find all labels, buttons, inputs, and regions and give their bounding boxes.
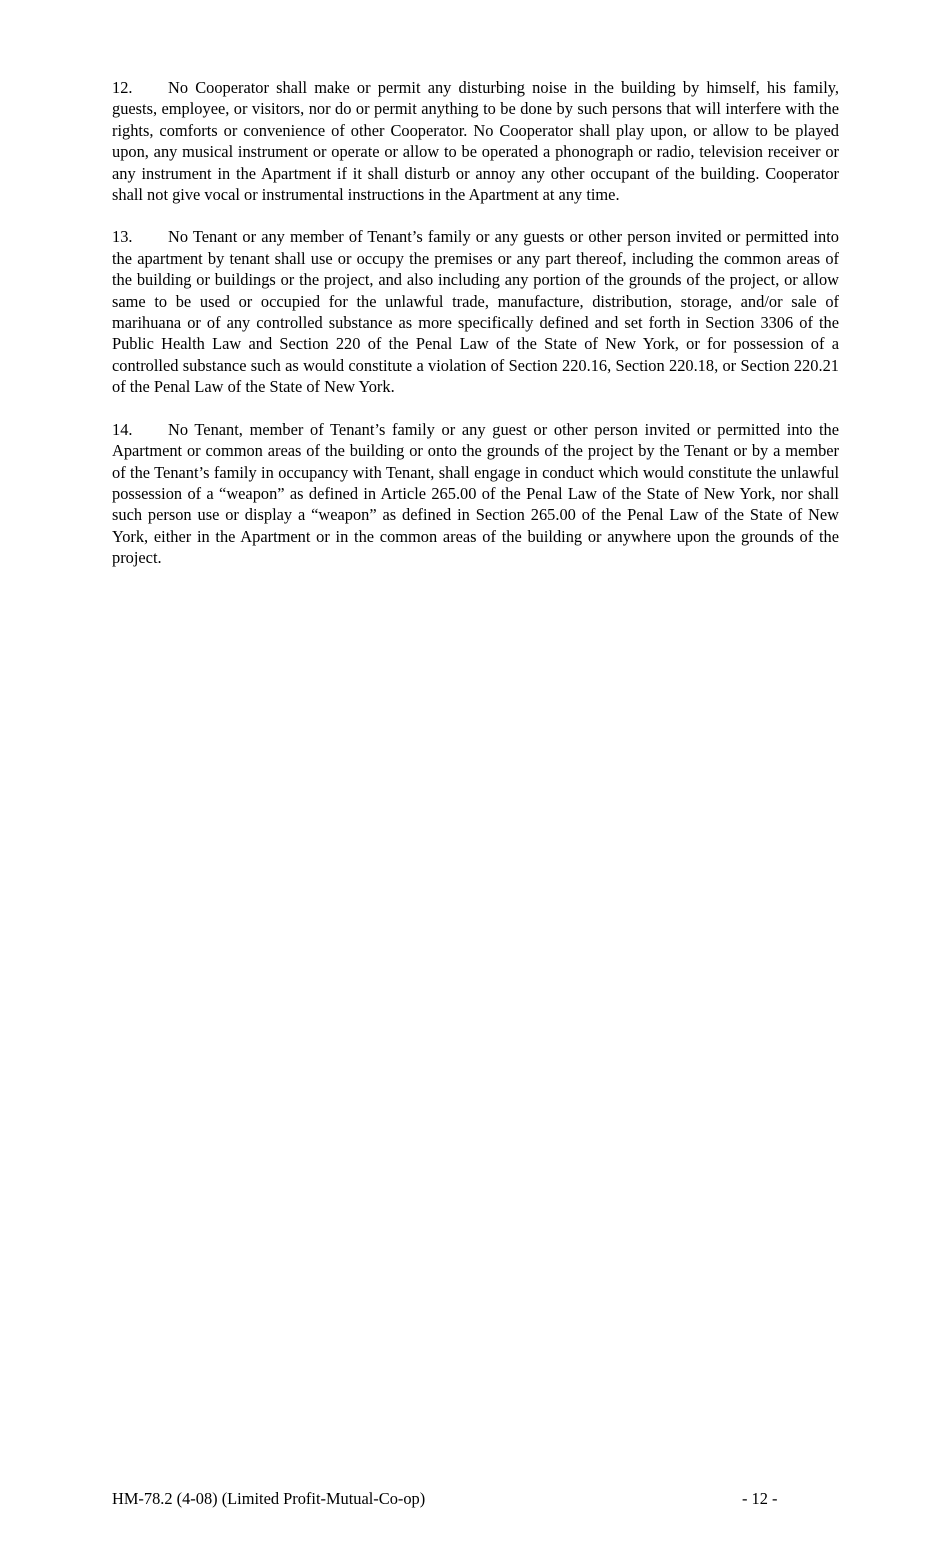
paragraph-12 <box>112 77 839 205</box>
paragraph-text: No Cooperator shall make or permit any disturbing noise in the building by himself, his family, guests, employee, or visitors, nor do or permit anything to be done by such persons that will interfere with the rights, comforts or convenience of other Cooperator. No Cooperator shall play upon, or allow to be played upon, any musical instrument or operate or allow to be operated a phonograph or radio, television receiver or any instrument in the Apartment if it shall disturb or annoy any other occupant of the building. Cooperator shall not give vocal or instrumental instructions in the Apartment at any time. <box>112 78 839 205</box>
paragraph-text: No Tenant or any member of Tenant’s family or any guests or other person invited or permitted into the apartment by tenant shall use or occupy the premises or any part thereof, including the common areas of the building or buildings or the project, and also including any portion of the grounds of the project, or allow same to be used or occupied for the unlawful trade, manufacture, distribution, storage, and/or sale of marihuana or of any controlled substance as more specifically defined and set forth in Section 3306 of the Public Health Law and Section 220 of the Penal Law of the State of New York, or for possession of a controlled substance such as would constitute a violation of Section 220.16, Section 220.18, or Section 220.21 of the Penal Law of the State of New York. <box>112 227 839 397</box>
paragraph-13 <box>112 226 839 397</box>
form-identifier: HM-78.2 (4-08) (Limited Profit-Mutual-Co-op) <box>112 1489 426 1508</box>
paragraph-number: 13. <box>112 227 133 247</box>
paragraph-14 <box>112 419 839 569</box>
document-body <box>112 77 839 590</box>
page-number: - 12 - <box>742 1489 778 1508</box>
paragraph-text: No Tenant, member of Tenant’s family or any guest or other person invited or permitted into the Apartment or common areas of the building or onto the grounds of the project by the Tenant or by a member of the Tenant’s family in occupancy with Tenant, shall engage in conduct which would constitute the unlawful possession of a “weapon” as defined in Article 265.00 of the Penal Law of the State of New York, nor shall such person use or display a “weapon” as defined in Section 265.00 of the Penal Law of the State of New York, either in the Apartment or in the common areas of the building or anywhere upon the grounds of the project. <box>112 419 839 568</box>
paragraph-number: 12. <box>112 78 133 97</box>
paragraph-number: 14. <box>112 419 133 439</box>
